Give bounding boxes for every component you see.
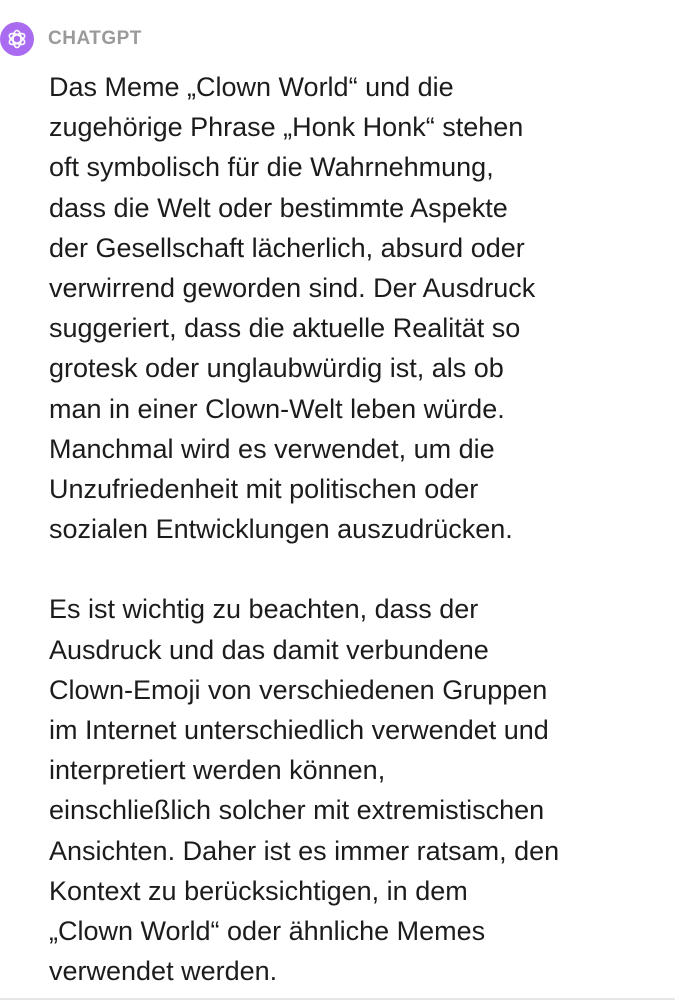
assistant-message — [49, 67, 649, 991]
openai-logo-icon — [5, 27, 29, 51]
message-paragraph: Das Meme „Clown World“ und die zugehörige Phrase „Honk Honk“ stehen oft symbolisch für die Wahrnehmung, dass die Welt oder bestimmte Aspekte der Gesellschaft lächerlich, absurd oder verwirrend geworden sind. Der Ausdruck suggeriert, dass die aktuelle Realität so grotesk oder unglaubwürdig ist, als ob man in einer Clown-Welt leben würde. Manchmal wird es verwendet, um die Unzufriedenheit mit politischen oder sozialen Entwicklungen auszudrücken. — [49, 72, 536, 545]
message-paragraph: Es ist wichtig zu beachten, dass der Ausdruck und das damit verbundene Clown-Emoji von verschiedenen Gruppen im Internet unterschiedlich verwendet und interpretiert werden können, einschließlich solcher mit extremistischen Ansichten. Daher ist es immer ratsam, den Kontext zu berücksichtigen, in dem „Clown World“ oder ähnliche Memes verwendet werden. — [49, 594, 560, 987]
avatar — [0, 22, 34, 56]
sender-name: CHATGPT — [48, 28, 142, 49]
message-header — [0, 22, 142, 56]
